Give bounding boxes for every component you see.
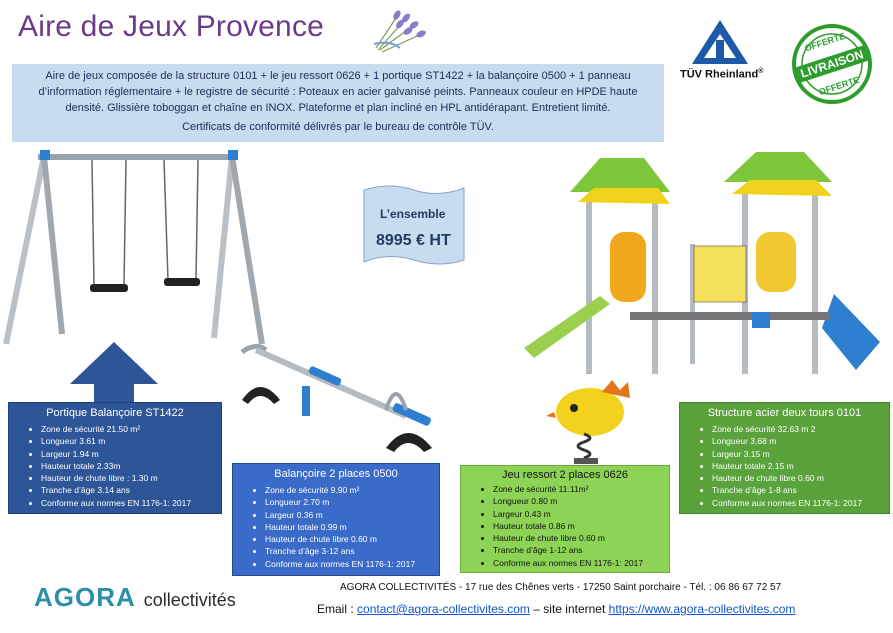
spec-item: • Tranche d’âge 3.14 ans (41, 484, 215, 496)
email-link[interactable]: contact@agora-collectivites.com (357, 602, 530, 616)
product-box-balancoire (232, 463, 440, 576)
description-text: Aire de jeux composée de la structure 0101 + le jeu ressort 0626 + 1 portique ST1422 + la balançoire 0500 + 1 panneau d’information réglementaire + le registre de sécurité : Poteaux en acier galvanisé peints. Panneaux couleur en HPDE haute densité. Glissière toboggan et chaîne en INOX. Plateforme et plan incliné en HPL antidérapant. Entretient limité. (38, 70, 638, 114)
spec-item: • Conforme aux normes EN 1176-1: 2017 (41, 497, 215, 509)
product-box-structure (679, 402, 890, 514)
logo-sub: collectivités (143, 590, 236, 610)
spec-item: • Zone de sécurité 32.63 m 2 (712, 423, 883, 435)
spec-item: • Tranche d’âge 1-8 ans (712, 484, 883, 496)
spec-item: • Hauteur totale 2.15 m (712, 460, 883, 472)
free-delivery-stamp-icon (790, 22, 874, 106)
spec-item: • Hauteur totale 0.86 m (493, 520, 663, 532)
product-title: Structure acier deux tours 0101 (707, 407, 862, 419)
spec-item: • Largeur 3.15 m (712, 448, 883, 460)
lavender-image (370, 4, 432, 56)
page-title: Aire de Jeux Provence (18, 10, 325, 43)
certificate-text: Certificats de conformité délivrés par le bureau de contrôle TÜV. (182, 121, 494, 133)
arrow-up-icon (68, 340, 160, 404)
svg-text:LIVRAISON: LIVRAISON (798, 47, 866, 81)
spec-item: • Largeur 1.94 m (41, 448, 215, 460)
spec-item: • Hauteur de chute libre : 1.30 m (41, 472, 215, 484)
play-structure-image (520, 152, 890, 384)
spec-item: • Longueur 3,68 m (712, 435, 883, 447)
footer-contact: Email : contact@agora-collectivites.com – site internet https://www.agora-collectivites.com (317, 602, 796, 616)
spec-item: • Longueur 0.80 m (493, 495, 663, 507)
spec-item: • Conforme aux normes EN 1176-1: 2017 (265, 558, 433, 570)
swing-set-image (0, 148, 270, 348)
tuv-label: TÜV Rheinland® (680, 68, 764, 81)
spring-rider-image (546, 372, 638, 464)
product-box-ressort (460, 465, 670, 573)
seesaw-image (236, 338, 446, 456)
product-title: Jeu ressort 2 places 0626 (502, 469, 628, 481)
description-box (12, 64, 664, 142)
product-box-portique (8, 402, 222, 514)
svg-text:OFFERTE: OFFERTE (817, 74, 861, 98)
price-banner (360, 180, 468, 270)
spec-item: • Largeur 0.36 m (265, 509, 433, 521)
product-title: Portique Balançoire ST1422 (46, 407, 184, 419)
spec-item: • Largeur 0.43 m (493, 508, 663, 520)
agora-logo (34, 582, 236, 613)
spec-item: • Hauteur totale 2.33m (41, 460, 215, 472)
spec-item: • Hauteur de chute libre 0.60 m (712, 472, 883, 484)
price-label: L’ensemble (380, 207, 446, 221)
spec-item: • Longueur 2.70 m (265, 496, 433, 508)
product-title: Balançoire 2 places 0500 (274, 468, 398, 480)
spec-item: • Hauteur totale 0.99 m (265, 521, 433, 533)
spec-item: • Conforme aux normes EN 1176-1: 2017 (712, 497, 883, 509)
svg-text:OFFERTE: OFFERTE (803, 30, 847, 54)
footer-address: AGORA COLLECTIVITÉS - 17 rue des Chênes verts - 17250 Saint porchaire - Tél. : 06 86 67 72 57 (340, 582, 782, 593)
tuv-logo-icon (690, 18, 750, 68)
website-link[interactable]: https://www.agora-collectivites.com (608, 602, 796, 616)
spec-item: • Tranche d’âge 1-12 ans (493, 544, 663, 556)
price-value: 8995 € HT (376, 232, 451, 249)
spec-item: • Longueur 3.61 m (41, 435, 215, 447)
spec-item: • Hauteur de chute libre 0.60 m (493, 532, 663, 544)
spec-item: • Conforme aux normes EN 1176-1: 2017 (493, 557, 663, 569)
spec-item: • Zone de sécurité 9.90 m² (265, 484, 433, 496)
spec-item: • Zone de sécurité 21.50 m² (41, 423, 215, 435)
logo-main: AGORA (34, 582, 136, 612)
spec-item: • Zone de sécurité 11.11m² (493, 483, 663, 495)
spec-item: • Tranche d’âge 3-12 ans (265, 545, 433, 557)
spec-item: • Hauteur de chute libre 0.60 m (265, 533, 433, 545)
